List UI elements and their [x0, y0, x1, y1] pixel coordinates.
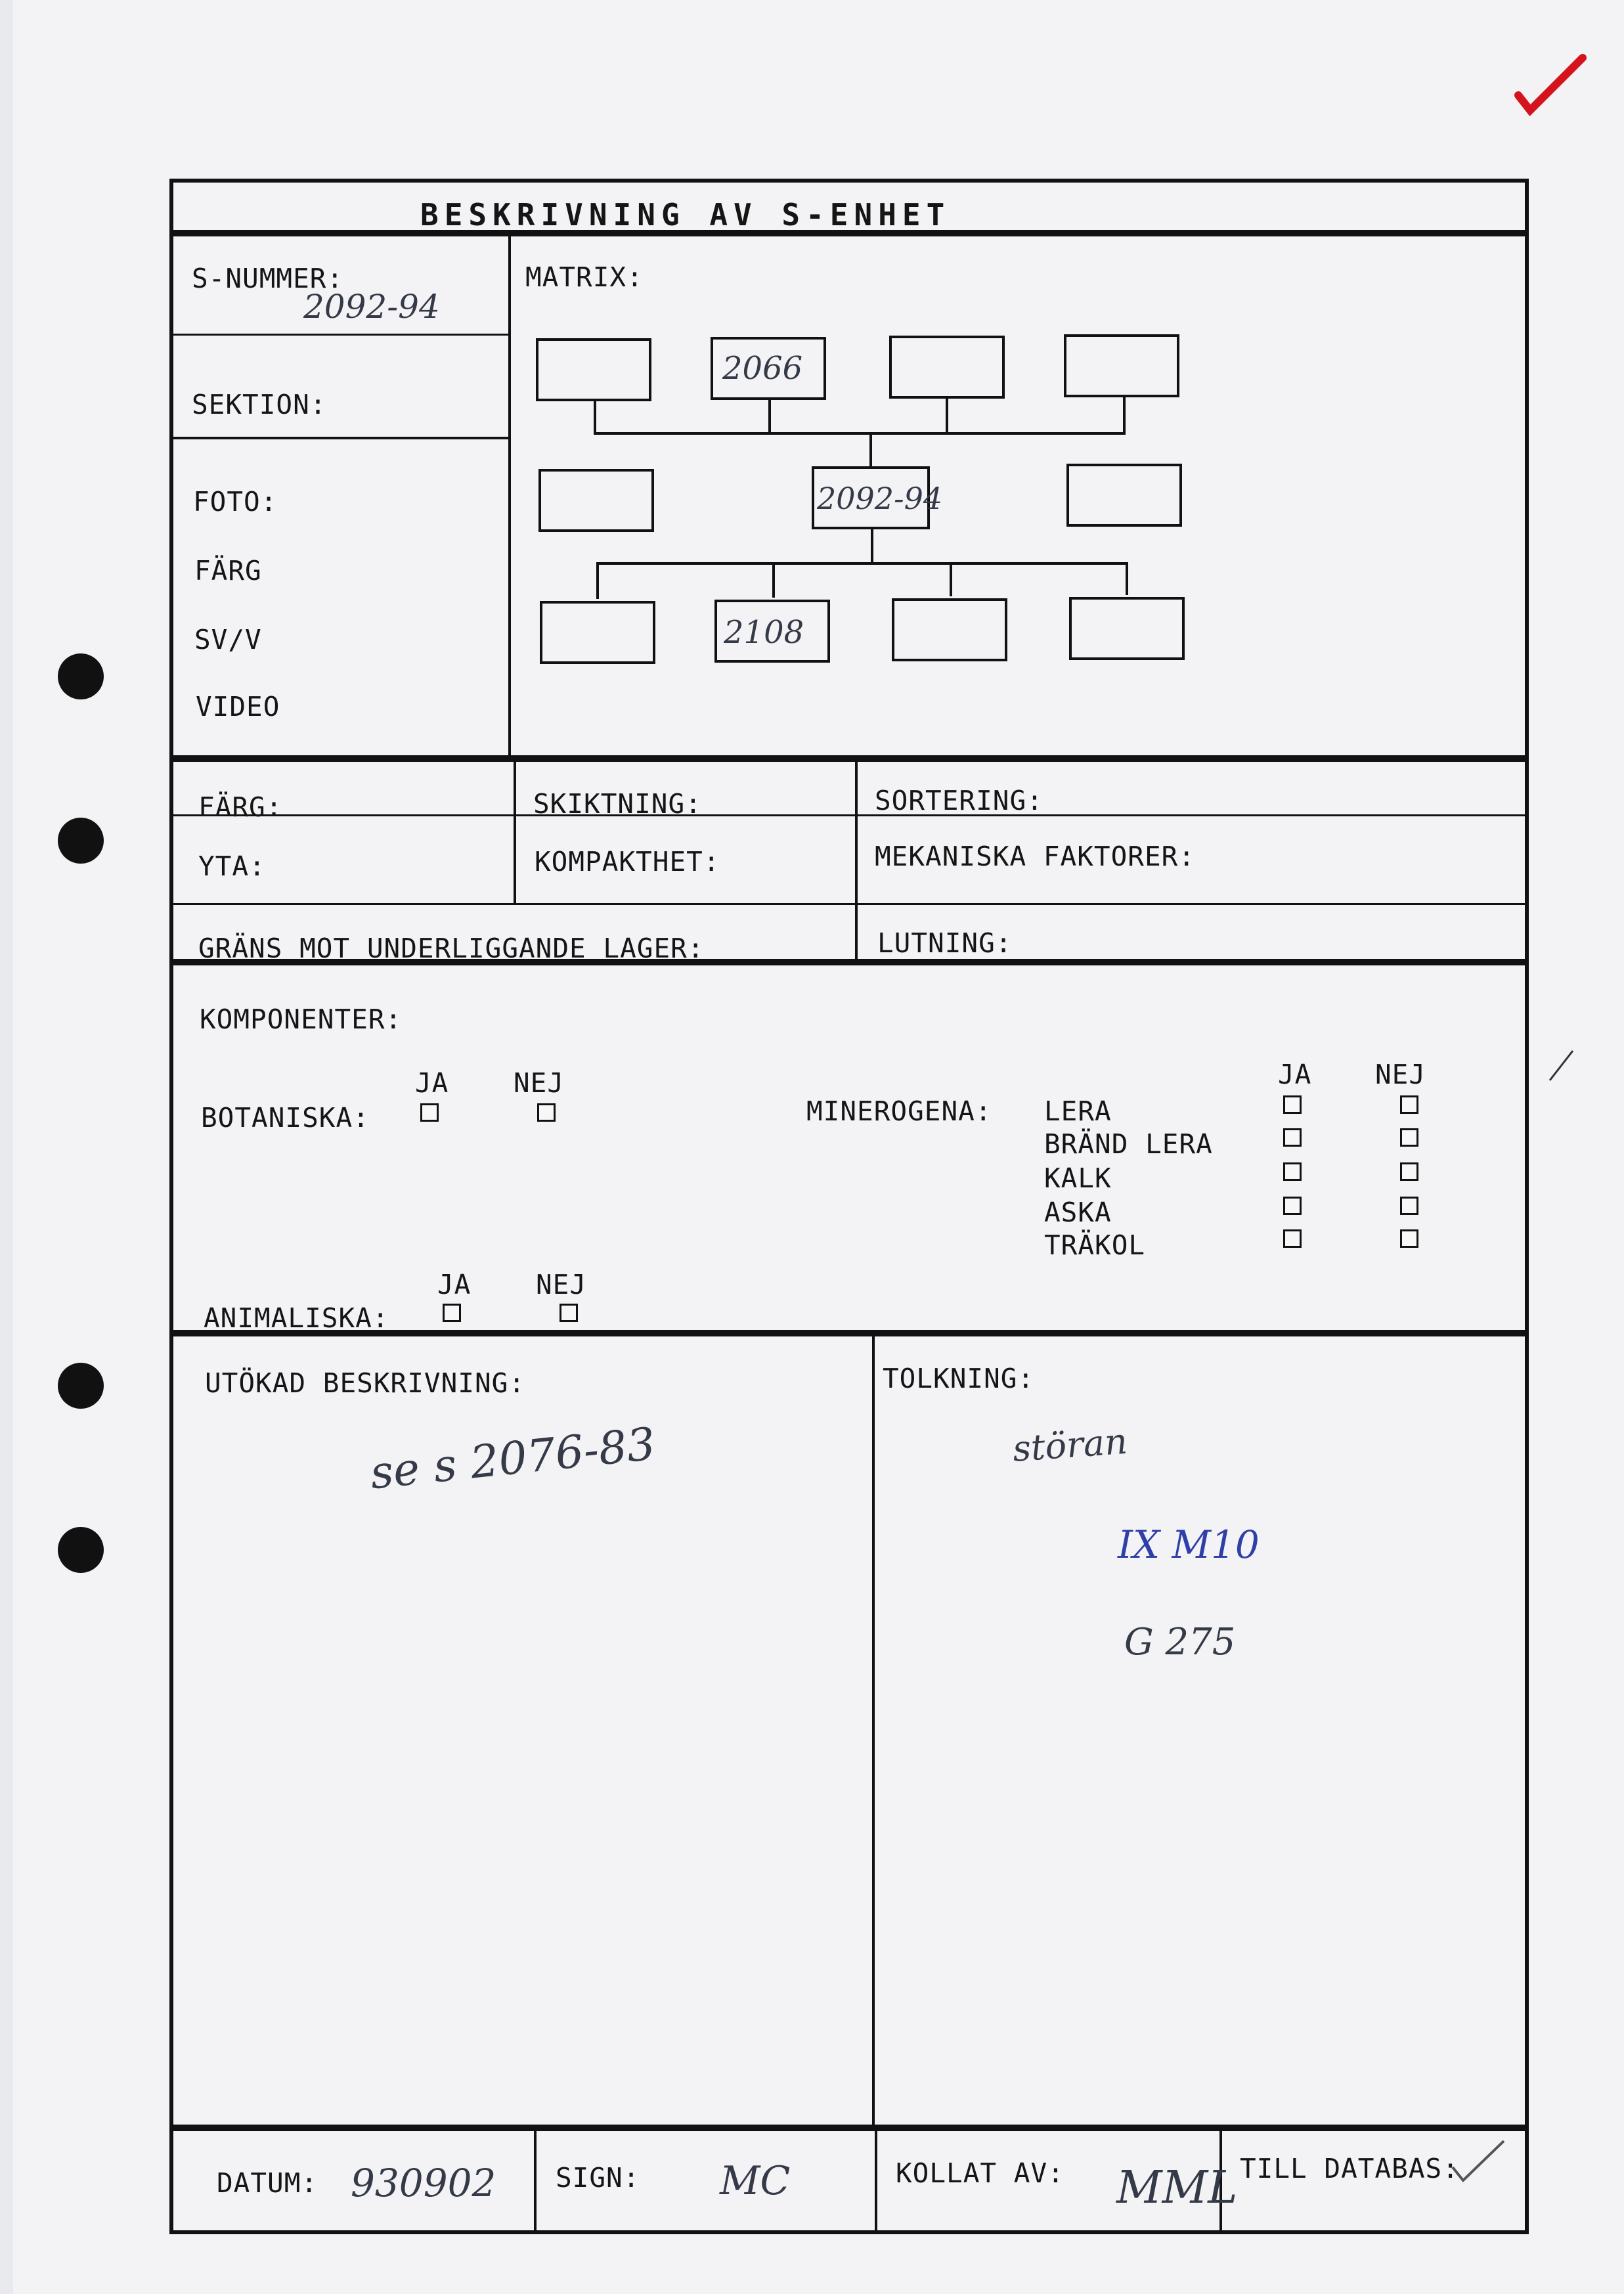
farg-label: FÄRG: — [198, 791, 283, 823]
utokad-value[interactable]: se s 2076-83 — [368, 1418, 658, 1500]
foto-farg-label: FÄRG — [194, 555, 262, 586]
matrix-above-value: 2066 — [722, 350, 803, 387]
lutning-label: LUTNING: — [877, 927, 1013, 959]
skiktning-label: SKIKTNING: — [533, 788, 702, 820]
yta-label: YTA: — [198, 850, 266, 882]
kompakthet-label: KOMPAKTHET: — [535, 846, 720, 877]
botaniska-ja-label: JA — [415, 1067, 449, 1099]
form-title: BESKRIVNING AV S-ENHET — [420, 197, 951, 232]
sign-value[interactable]: MC — [720, 2158, 791, 2204]
minerogena-item-lera: LERA — [1044, 1095, 1112, 1127]
matrix-below-value: 2108 — [724, 614, 804, 651]
datum-label: DATUM: — [217, 2167, 318, 2199]
minerogena-label: MINEROGENA: — [806, 1095, 992, 1127]
till-databas-label: TILL DATABAS: — [1240, 2153, 1459, 2184]
matrix-current-value: 2092-94 — [817, 481, 943, 516]
datum-value[interactable]: 930902 — [351, 2161, 496, 2205]
sektion-label: SEKTION: — [192, 389, 327, 420]
tolkning-label: TOLKNING: — [883, 1363, 1035, 1394]
minerogena-item-aska: ASKA — [1044, 1197, 1112, 1228]
foto-label: FOTO: — [193, 486, 278, 518]
grans-label: GRÄNS MOT UNDERLIGGANDE LAGER: — [198, 933, 705, 964]
komponenter-label: KOMPONENTER: — [200, 1004, 403, 1035]
animaliska-ja-label: JA — [437, 1269, 472, 1300]
utokad-label: UTÖKAD BESKRIVNING: — [205, 1367, 525, 1399]
minerogena-ja-label: JA — [1278, 1059, 1312, 1090]
sign-label: SIGN: — [556, 2162, 640, 2194]
tolkning-value-1[interactable]: störan — [1011, 1420, 1129, 1470]
s-nummer-value[interactable]: 2092-94 — [303, 288, 440, 326]
tolkning-value-2[interactable]: IX M10 — [1118, 1522, 1260, 1567]
s-nummer-label: S-NUMMER: — [192, 263, 344, 294]
botaniska-label: BOTANISKA: — [201, 1102, 370, 1134]
kollat-label: KOLLAT AV: — [896, 2157, 1064, 2189]
foto-video-label: VIDEO — [196, 691, 280, 722]
minerogena-item-kalk: KALK — [1044, 1162, 1112, 1194]
foto-svv-label: SV/V — [194, 624, 262, 655]
minerogena-nej-label: NEJ — [1375, 1059, 1426, 1090]
matrix-label: MATRIX: — [525, 261, 644, 293]
animaliska-nej-label: NEJ — [536, 1269, 587, 1300]
botaniska-nej-label: NEJ — [514, 1067, 565, 1099]
minerogena-item-brand-lera: BRÄND LERA — [1044, 1128, 1213, 1160]
sortering-label: SORTERING: — [875, 785, 1043, 816]
minerogena-item-trakol: TRÄKOL — [1044, 1229, 1146, 1261]
kollat-value[interactable]: MML — [1116, 2162, 1238, 2214]
animaliska-label: ANIMALISKA: — [204, 1302, 389, 1334]
tolkning-value-3[interactable]: G 275 — [1124, 1621, 1236, 1664]
mekaniska-label: MEKANISKA FAKTORER: — [875, 841, 1195, 872]
